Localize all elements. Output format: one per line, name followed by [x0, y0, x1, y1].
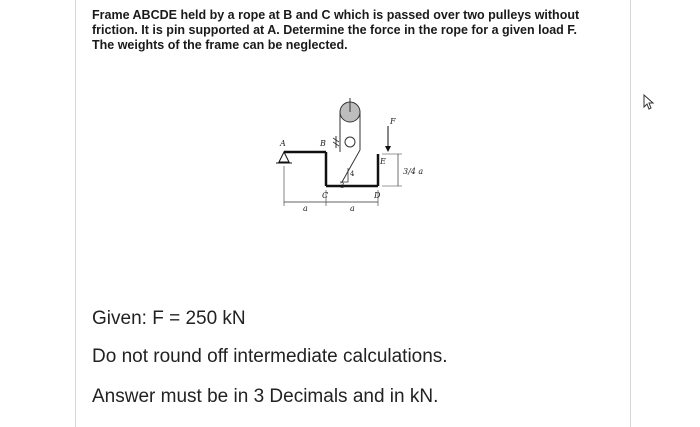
label-C: C: [322, 191, 329, 200]
slope-triangle: [340, 168, 348, 182]
frame-figure: [270, 90, 450, 220]
problem-statement: [92, 8, 622, 53]
label-slope-4: 4: [350, 170, 355, 178]
label-slope-3: 3: [340, 182, 345, 190]
label-B: B: [320, 139, 326, 148]
label-F: F: [390, 117, 396, 126]
label-dim-a1: a: [303, 204, 308, 213]
problem-line-3: The weights of the frame can be neglected.: [92, 38, 348, 52]
problem-line-1: Frame ABCDE held by a rope at B and C which is passed over two pulleys without: [92, 8, 580, 22]
label-D: D: [374, 191, 381, 200]
label-E: E: [380, 157, 386, 166]
label-dim-right: 3/4 a: [403, 167, 424, 176]
load-arrowhead: [385, 146, 391, 152]
label-A: A: [280, 139, 286, 148]
frame-diagram: [270, 90, 450, 220]
problem-line-2: friction. It is pin supported at A. Determine the force in the rope for a given load F.: [92, 23, 578, 37]
mouse-cursor-icon: [640, 94, 656, 110]
label-dim-a2: a: [350, 204, 355, 213]
given-value: Given: F = 250 kN: [92, 308, 246, 329]
cursor-svg: [640, 94, 656, 110]
answer-instruction: Answer must be in 3 Decimals and in kN.: [92, 386, 439, 407]
rounding-note: Do not round off intermediate calculations.: [92, 346, 448, 367]
small-pulley: [345, 137, 355, 147]
pin-support-A: [279, 152, 289, 162]
